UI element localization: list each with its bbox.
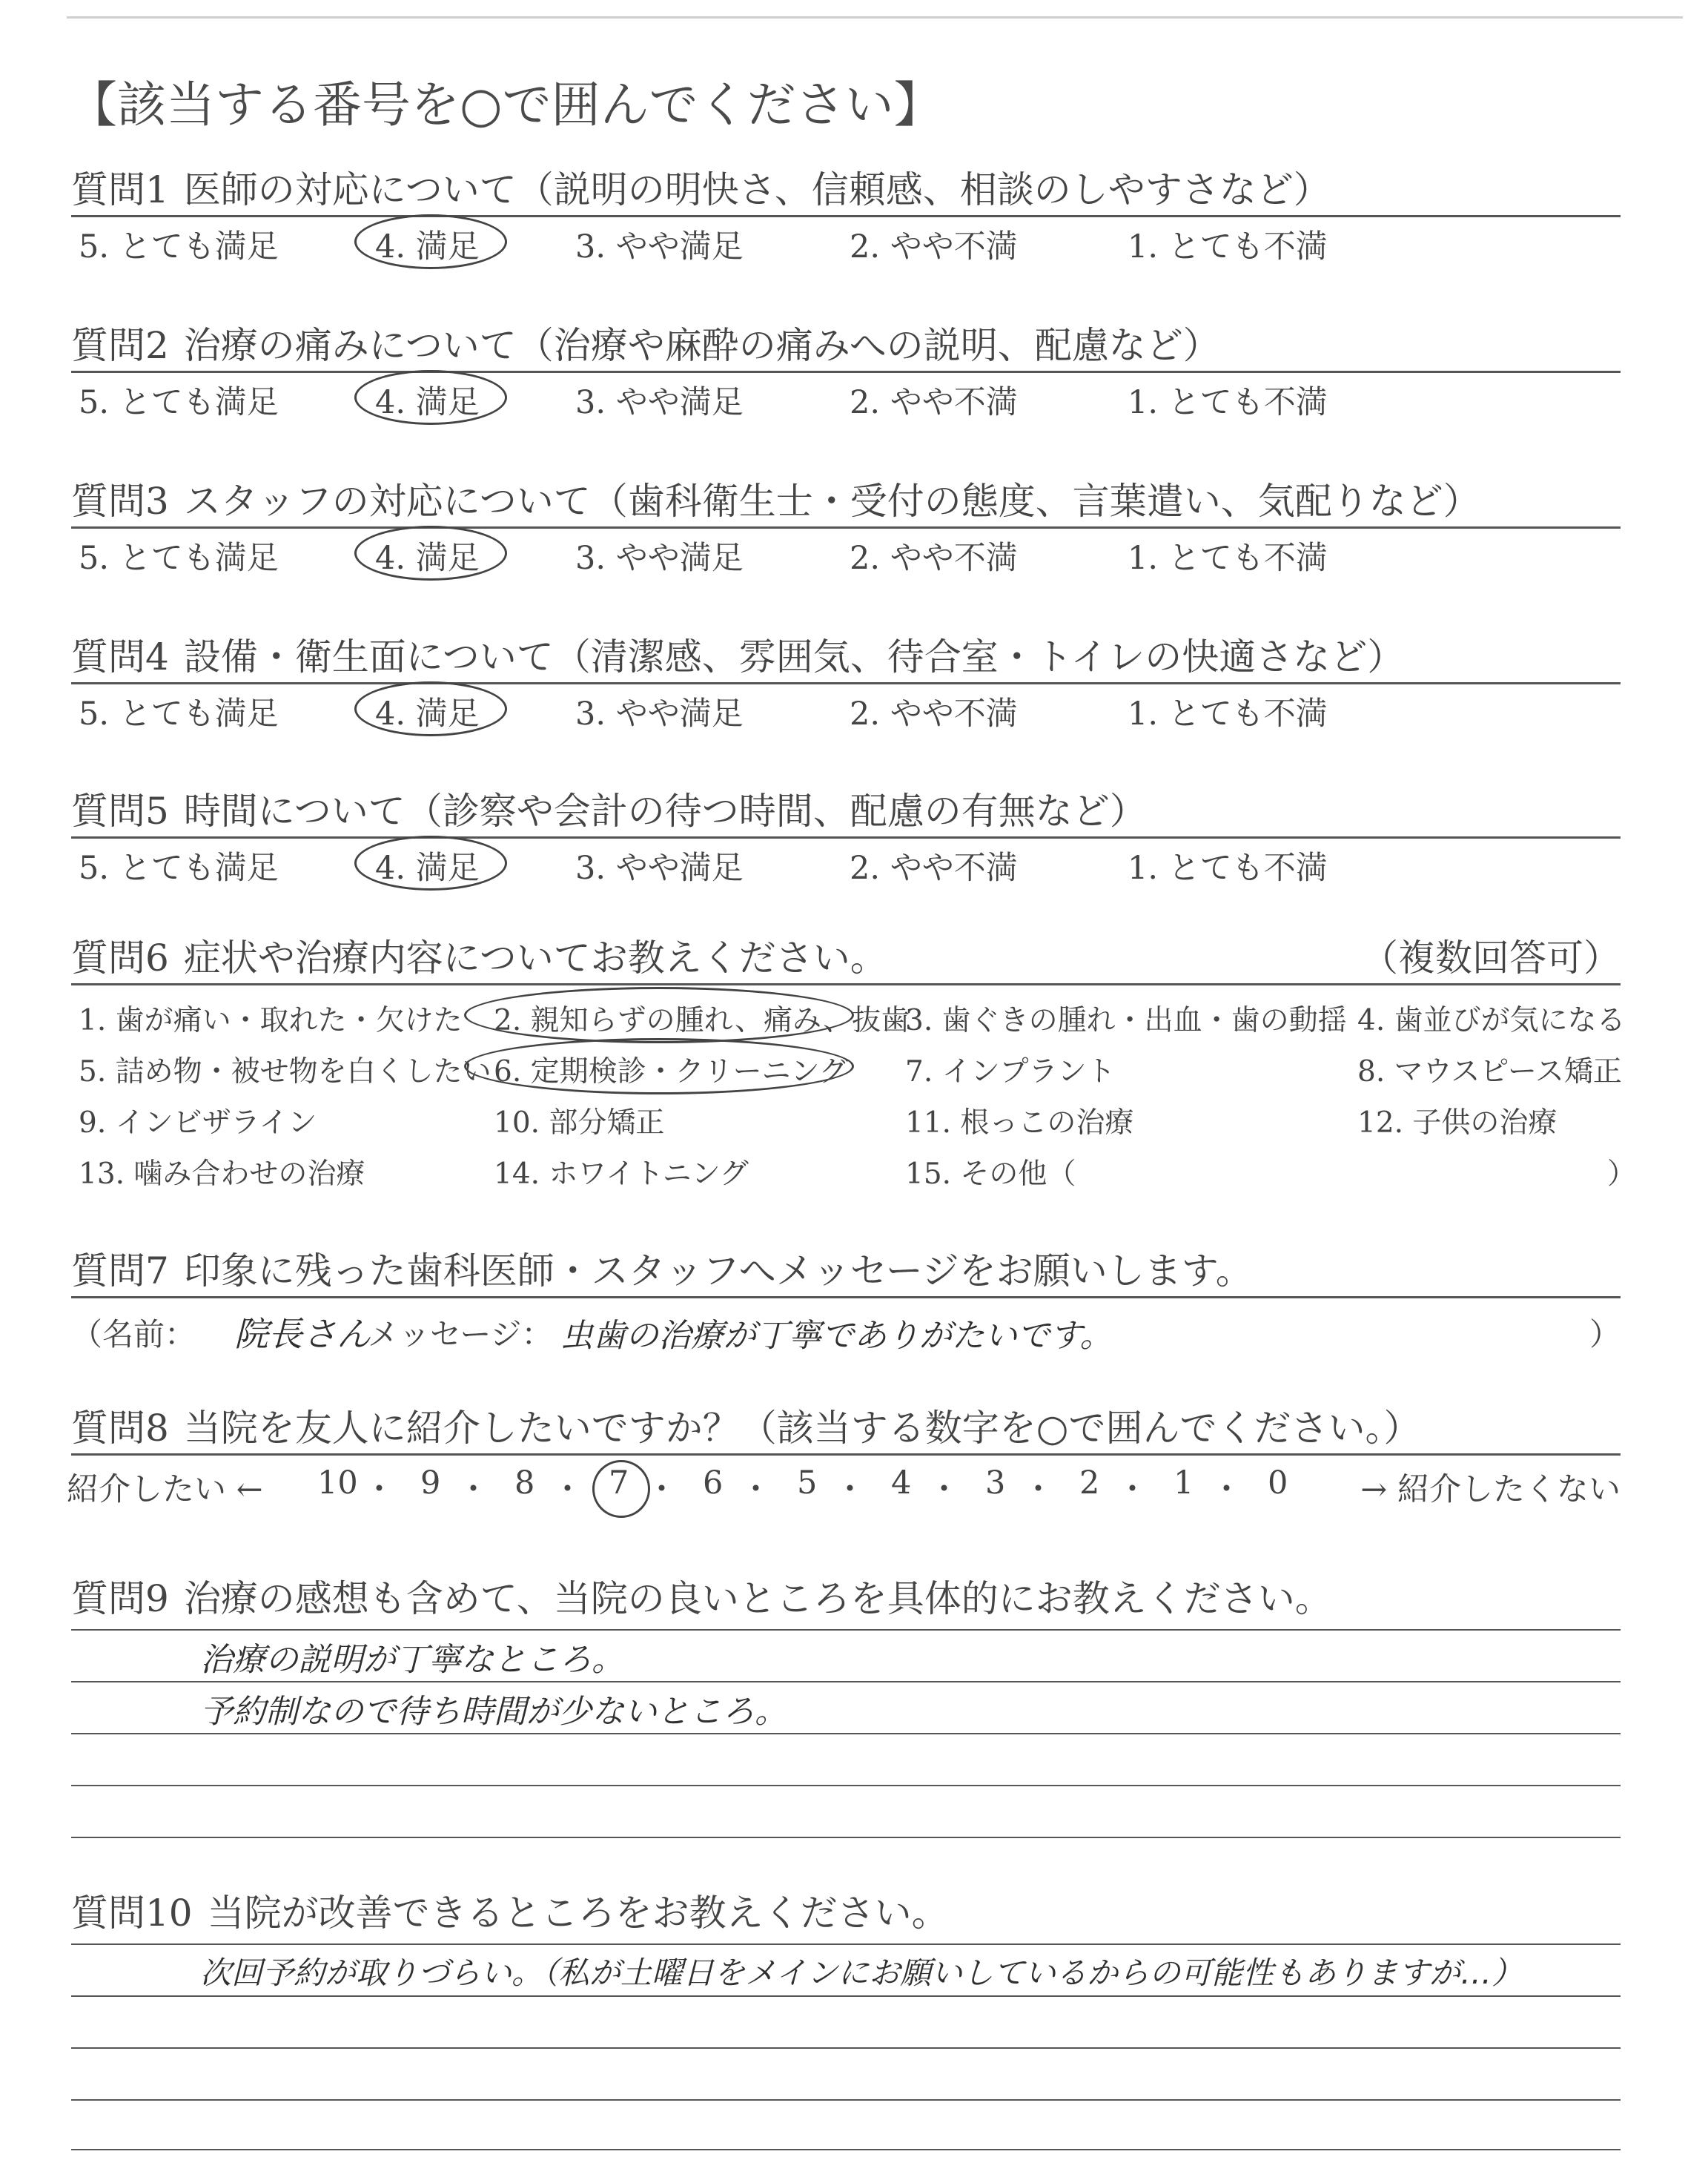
question-rule <box>71 215 1621 217</box>
rating-option[interactable]: 5. とても満足 <box>79 696 279 733</box>
scale-number[interactable]: 5 <box>797 1464 818 1502</box>
symptom-option[interactable]: 5. 詰め物・被せ物を白くしたい <box>79 1055 491 1089</box>
question-number: 質問2 <box>71 324 169 367</box>
writing-line <box>71 1785 1621 1786</box>
rating-option[interactable]: 2. やや不満 <box>850 228 1018 265</box>
symptom-option[interactable]: 3. 歯ぐきの腫れ・出血・歯の動揺 <box>905 1004 1347 1037</box>
writing-line <box>71 1681 1621 1682</box>
message-label: メッセージ： <box>368 1316 553 1353</box>
scale-number[interactable]: 7 <box>609 1464 629 1502</box>
symptom-options <box>71 997 1637 1205</box>
rating-options <box>71 377 1621 422</box>
symptom-option[interactable]: 15. その他（ <box>905 1157 1076 1191</box>
question-number: 質問8 <box>71 1407 169 1450</box>
scale-dot: ・ <box>1211 1471 1242 1508</box>
rating-option[interactable]: 3. やや満足 <box>575 228 744 265</box>
scale-left-label: 紹介したい ← <box>67 1471 263 1508</box>
selection-circle <box>464 987 854 1043</box>
symptom-option[interactable]: 11. 根っこの治療 <box>905 1106 1134 1140</box>
question-rule <box>71 526 1621 529</box>
question-4 <box>71 632 1621 733</box>
question-8 <box>67 1403 1621 1509</box>
rating-option[interactable]: 3. やや満足 <box>575 540 744 577</box>
rating-option[interactable]: 1. とても不満 <box>1128 696 1328 733</box>
rating-option[interactable]: 4. 満足 <box>375 850 480 887</box>
scale-number[interactable]: 1 <box>1174 1464 1194 1502</box>
symptom-option[interactable]: 10. 部分矯正 <box>494 1106 665 1140</box>
symptom-option[interactable]: 2. 親知らずの腫れ、痛み、抜歯 <box>494 1004 910 1037</box>
question-2 <box>71 320 1621 422</box>
rating-option[interactable]: 4. 満足 <box>375 228 480 265</box>
selection-circle <box>354 836 507 891</box>
rating-option[interactable]: 2. やや不満 <box>850 696 1018 733</box>
writing-line <box>71 1995 1621 1997</box>
selection-circle <box>464 1038 854 1094</box>
rating-option[interactable]: 5. とても満足 <box>79 540 279 577</box>
writing-line <box>71 1733 1621 1734</box>
rating-option[interactable]: 2. やや不満 <box>850 384 1018 421</box>
question-title: 時間について（診察や会計の待つ時間、配慮の有無など） <box>183 790 1147 833</box>
rating-option[interactable]: 3. やや満足 <box>575 696 744 733</box>
rating-options <box>71 533 1621 578</box>
message-row <box>71 1304 1621 1356</box>
question-title: スタッフの対応について（歯科衛生士・受付の態度、言葉遣い、気配りなど） <box>183 480 1480 523</box>
question-3 <box>71 476 1621 578</box>
name-value: 院長さん <box>234 1314 371 1354</box>
scale-dot: ・ <box>928 1471 960 1508</box>
rating-option[interactable]: 5. とても満足 <box>79 850 279 887</box>
scale-number[interactable]: 8 <box>514 1464 535 1502</box>
scale-dot: ・ <box>552 1471 583 1508</box>
selection-circle <box>592 1460 650 1518</box>
rating-option[interactable]: 1. とても不満 <box>1128 228 1328 265</box>
writing-line <box>71 2149 1621 2150</box>
scale-dot: ・ <box>457 1471 489 1508</box>
recommend-scale <box>67 1464 1621 1509</box>
scale-dot: ・ <box>834 1471 866 1508</box>
scale-dot: ・ <box>1022 1471 1054 1508</box>
scale-number[interactable]: 0 <box>1268 1464 1288 1502</box>
scale-number[interactable]: 2 <box>1079 1464 1100 1502</box>
question-rule <box>71 682 1621 684</box>
selection-circle <box>354 681 507 736</box>
handwritten-answer: 予約制なので待ち時間が少ないところ。 <box>200 1693 787 1731</box>
message-close: ） <box>1589 1316 1621 1353</box>
question-title: 治療の痛みについて（治療や麻酔の痛みへの説明、配慮など） <box>183 324 1220 367</box>
question-6 <box>71 933 1637 1205</box>
writing-line <box>71 1837 1621 1838</box>
writing-line <box>71 1629 1621 1631</box>
question-number: 質問1 <box>71 168 169 211</box>
question-number: 質問5 <box>71 790 169 833</box>
question-title: 医師の対応について（説明の明快さ、信頼感、相談のしやすさなど） <box>183 168 1331 211</box>
symptom-option[interactable]: 4. 歯並びが気になる <box>1357 1004 1626 1037</box>
question-title: 症状や治療内容についてお教えください。 <box>183 937 887 980</box>
selection-circle <box>354 526 507 581</box>
scale-number[interactable]: 9 <box>420 1464 441 1502</box>
symptom-option[interactable]: 12. 子供の治療 <box>1357 1106 1558 1140</box>
question-5 <box>71 786 1621 888</box>
question-1 <box>71 165 1621 266</box>
rating-option[interactable]: 1. とても不満 <box>1128 540 1328 577</box>
top-border <box>67 16 1683 19</box>
question-rule <box>71 371 1621 373</box>
scale-dot: ・ <box>1116 1471 1148 1508</box>
symptom-option[interactable]: 7. インプラント <box>905 1055 1116 1089</box>
message-value: 虫歯の治療が丁寧でありがたいです。 <box>560 1317 1113 1355</box>
question-number: 質問9 <box>71 1577 169 1620</box>
rating-option[interactable]: 1. とても不満 <box>1128 850 1328 887</box>
scale-dot: ・ <box>740 1471 772 1508</box>
scale-right-label: → 紹介したくない <box>1360 1471 1621 1508</box>
rating-option[interactable]: 3. やや満足 <box>575 384 744 421</box>
name-label: （名前： <box>71 1316 196 1353</box>
symptom-option[interactable]: 6. 定期検診・クリーニング <box>494 1055 848 1089</box>
scale-number[interactable]: 6 <box>703 1464 724 1502</box>
rating-option[interactable]: 5. とても満足 <box>79 228 279 265</box>
form-header: 【該当する番号を○で囲んでください】 <box>68 76 943 133</box>
symptom-option[interactable]: 14. ホワイトニング <box>494 1157 749 1191</box>
question-number: 質問4 <box>71 635 169 678</box>
scale-dot: ・ <box>363 1471 395 1508</box>
rating-option[interactable]: 3. やや満足 <box>575 850 744 887</box>
question-7 <box>71 1246 1621 1356</box>
question-title: 治療の感想も含めて、当院の良いところを具体的にお教えください。 <box>183 1577 1332 1620</box>
question-title: 設備・衛生面について（清潔感、雰囲気、待合室・トイレの快適さなど） <box>183 635 1405 678</box>
question-9 <box>71 1573 1621 1624</box>
question-rule <box>71 1296 1621 1298</box>
symptom-option[interactable]: 8. マウスピース矯正 <box>1357 1055 1622 1089</box>
writing-line <box>71 2099 1621 2101</box>
other-close-paren: ） <box>1607 1157 1637 1191</box>
rating-options <box>71 222 1621 266</box>
scale-dot: ・ <box>646 1471 678 1508</box>
scale-number[interactable]: 3 <box>985 1464 1006 1502</box>
question-10 <box>71 1888 1621 1938</box>
question-number: 質問3 <box>71 480 169 523</box>
scale-number[interactable]: 10 <box>317 1464 358 1502</box>
question-title: 当院を友人に紹介したいですか？（該当する数字を○で囲んでください。） <box>183 1407 1421 1450</box>
writing-line <box>71 2047 1621 2049</box>
selection-circle <box>354 214 507 269</box>
scale-number[interactable]: 4 <box>891 1464 912 1502</box>
rating-option[interactable]: 5. とても満足 <box>79 384 279 421</box>
rating-option[interactable]: 2. やや不満 <box>850 850 1018 887</box>
question-rule <box>71 1453 1621 1456</box>
multiple-answer-note: （複数回答可） <box>1361 937 1621 980</box>
question-number: 質問6 <box>71 937 169 980</box>
rating-option[interactable]: 4. 満足 <box>375 384 480 421</box>
handwritten-answer: 次回予約が取りづらい。（私が土曜日をメインにお願いしているからの可能性もありますが…） <box>200 1955 1523 1991</box>
rating-option[interactable]: 4. 満足 <box>375 540 480 577</box>
question-number: 質問7 <box>71 1249 169 1292</box>
handwritten-answer: 治療の説明が丁寧なところ。 <box>200 1641 624 1679</box>
question-title: 当院が改善できるところをお教えください。 <box>207 1892 949 1935</box>
symptom-option[interactable]: 1. 歯が痛い・取れた・欠けた <box>79 1004 463 1037</box>
writing-line <box>71 1943 1621 1945</box>
symptom-option[interactable]: 13. 噛み合わせの治療 <box>79 1157 365 1191</box>
question-title: 印象に残った歯科医師・スタッフへメッセージをお願いします。 <box>183 1249 1253 1292</box>
question-rule <box>71 836 1621 839</box>
rating-options <box>71 689 1621 733</box>
rating-options <box>71 843 1621 888</box>
question-number: 質問10 <box>71 1892 193 1935</box>
symptom-option[interactable]: 9. インビザライン <box>79 1106 317 1140</box>
rating-option[interactable]: 4. 満足 <box>375 696 480 733</box>
question-rule <box>71 983 1621 985</box>
rating-option[interactable]: 2. やや不満 <box>850 540 1018 577</box>
rating-option[interactable]: 1. とても不満 <box>1128 384 1328 421</box>
selection-circle <box>354 370 507 425</box>
